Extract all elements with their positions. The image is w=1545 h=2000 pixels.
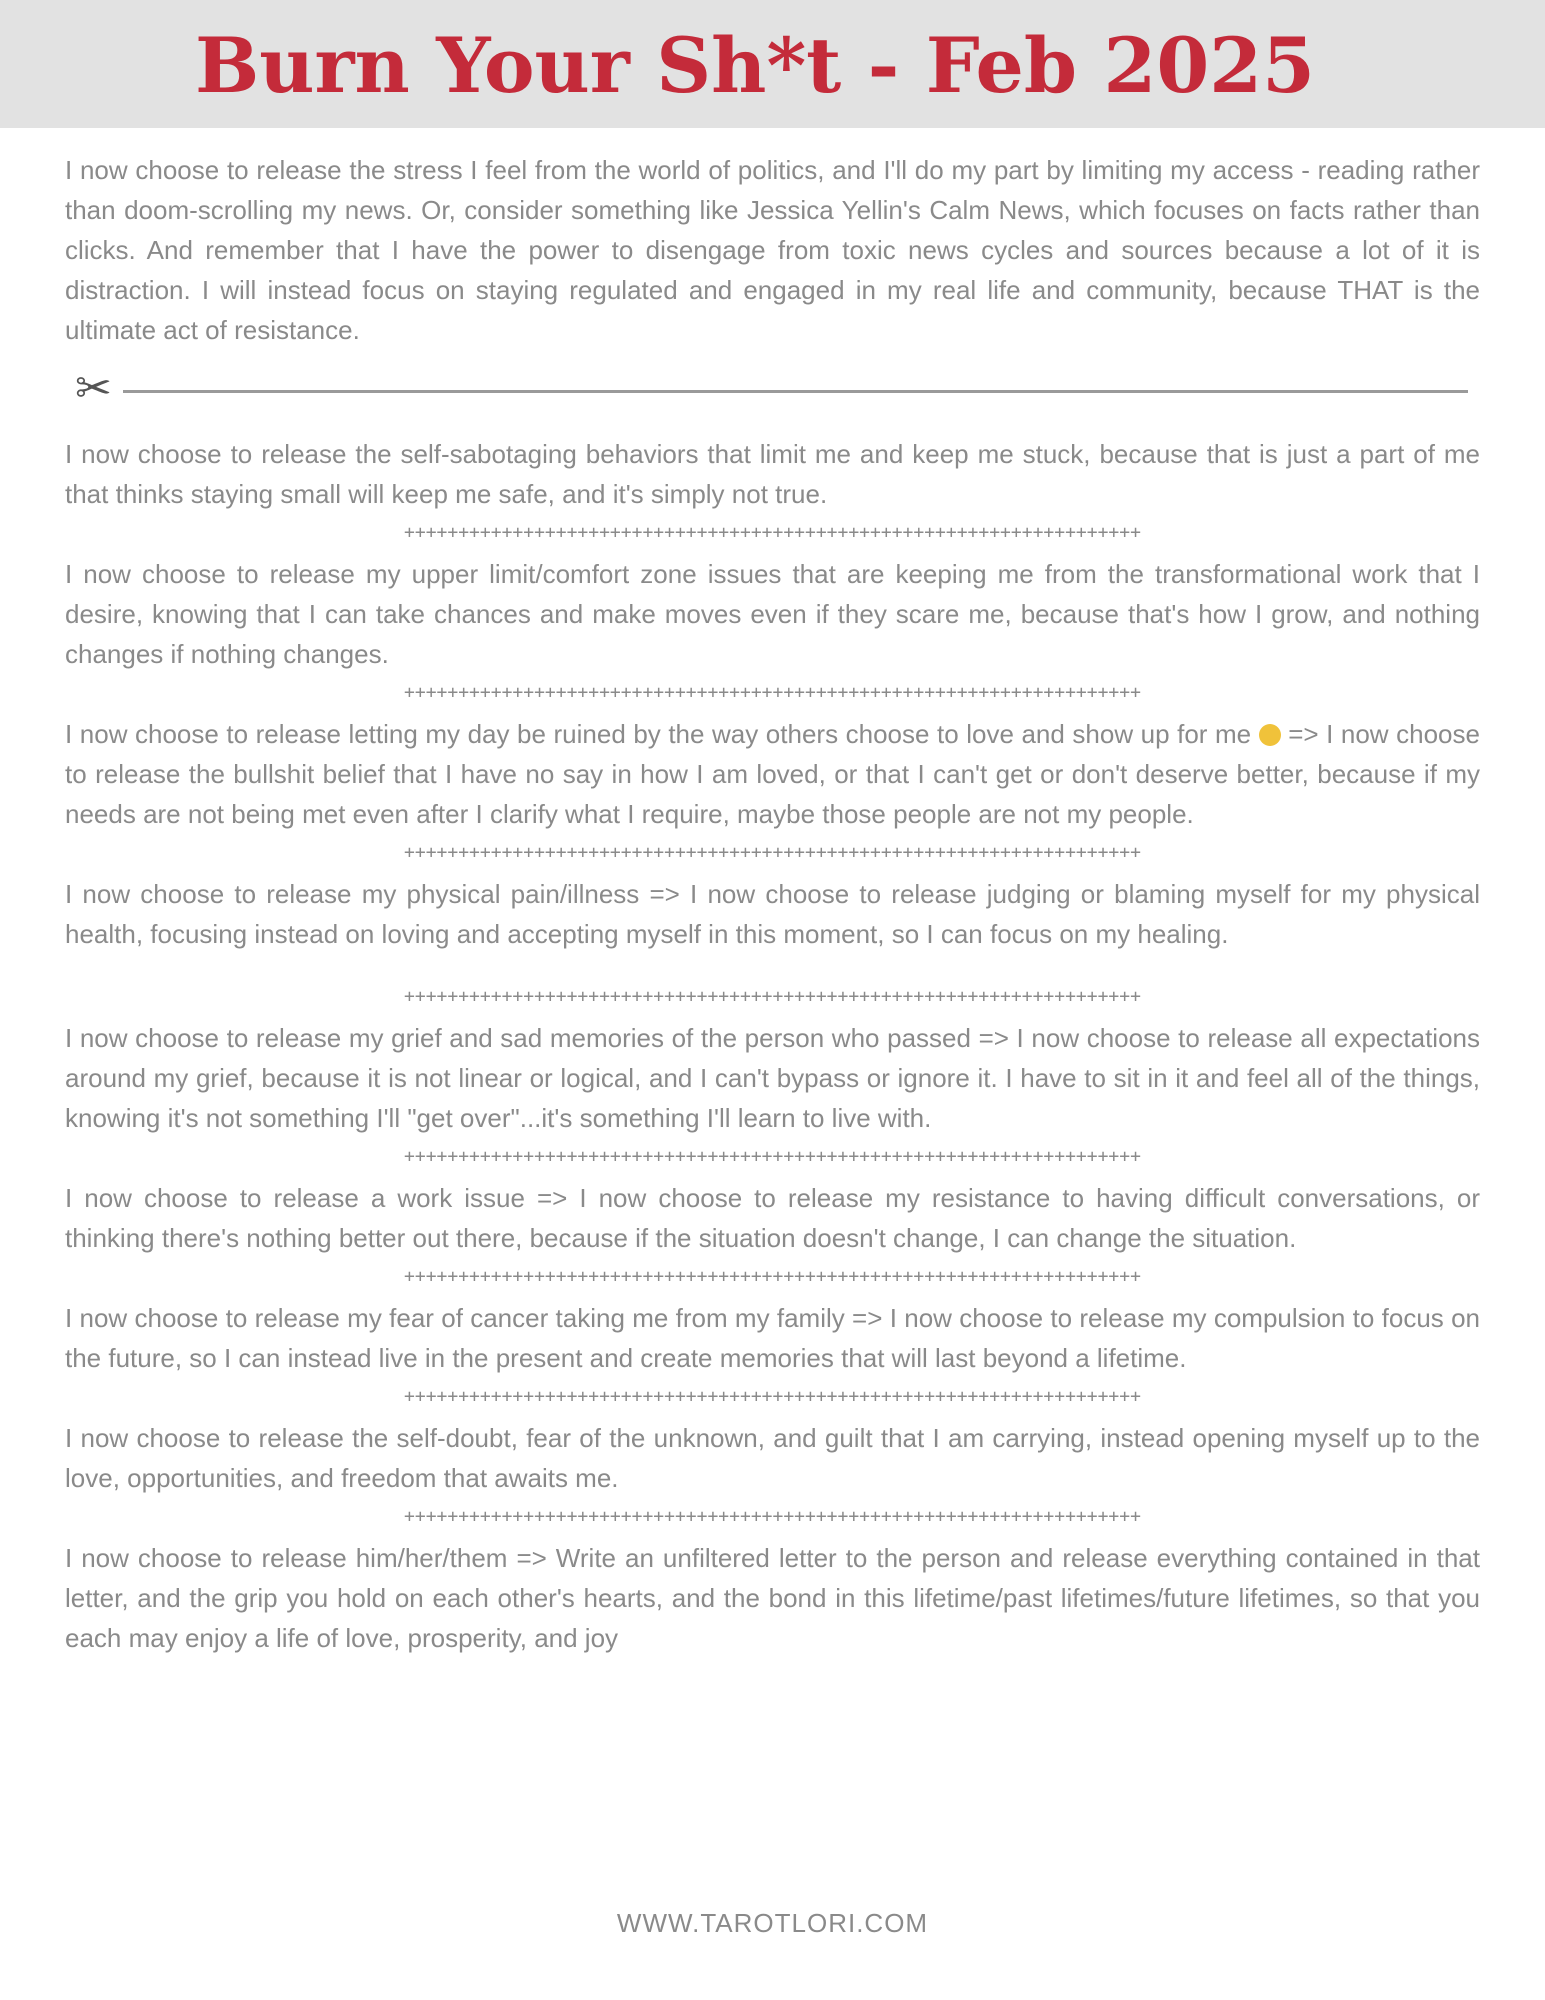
release-statement-fear-of-cancer: I now choose to release my fear of cancer taking me from my family => I now choose to release my compulsion to focus on the future, so I can instead live in the present and create memories that will last beyond a lifetime. xyxy=(65,1303,1480,1373)
plus-separator: ++++++++++++++++++++++++++++++++++++++++++++++++++++++++++++++++++++ xyxy=(404,682,1141,703)
plus-separator: ++++++++++++++++++++++++++++++++++++++++++++++++++++++++++++++++++++ xyxy=(404,842,1141,863)
plus-separator: ++++++++++++++++++++++++++++++++++++++++++++++++++++++++++++++++++++ xyxy=(404,1386,1141,1407)
plus-separator: ++++++++++++++++++++++++++++++++++++++++++++++++++++++++++++++++++++ xyxy=(404,1266,1141,1287)
plus-separator: ++++++++++++++++++++++++++++++++++++++++++++++++++++++++++++++++++++ xyxy=(404,1506,1141,1527)
release-statement-grief: I now choose to release my grief and sad memories of the person who passed => I now choose to release all expectations around my grief, because it is not linear or logical, and I can't bypass or ignore it. I have to sit in it and feel all of the things, knowing it's not something I'll "get over"...it's something I'll learn to live with. xyxy=(65,1023,1480,1133)
plus-separator: ++++++++++++++++++++++++++++++++++++++++++++++++++++++++++++++++++++ xyxy=(404,1146,1141,1167)
plus-separator: ++++++++++++++++++++++++++++++++++++++++++++++++++++++++++++++++++++ xyxy=(404,986,1141,1007)
release-statement-upper-limit: I now choose to release my upper limit/comfort zone issues that are keeping me from the transformational work that I desire, knowing that I can take chances and make moves even if they scare me, because that's how I grow, and nothing changes if nothing changes. xyxy=(65,559,1480,669)
cut-line xyxy=(65,356,1480,426)
release-statement-politics: I now choose to release the stress I feel from the world of politics, and I'll do my part by limiting my access - reading rather than doom-scrolling my news. Or, consider something like Jessica Yellin's Calm News, which focuses on facts rather than clicks. And remember that I have the power to disengage from toxic news cycles and sources because a lot of it is distraction. I will instead focus on staying regulated and engaged in my real life and community, because THAT is the ultimate act of resistance. xyxy=(65,155,1480,345)
release-statement-self-sabotage: I now choose to release the self-sabotaging behaviors that limit me and keep me stuck, because that is just a part of me that thinks staying small will keep me safe, and it's simply not true. xyxy=(65,439,1480,509)
plus-separator: ++++++++++++++++++++++++++++++++++++++++++++++++++++++++++++++++++++ xyxy=(404,522,1141,543)
smiley-emoji-icon xyxy=(1259,724,1281,746)
release-list xyxy=(65,150,1480,1658)
release-statement-self-doubt: I now choose to release the self-doubt, fear of the unknown, and guilt that I am carrying, instead opening myself up to the love, opportunities, and freedom that awaits me. xyxy=(65,1423,1480,1493)
title-banner xyxy=(0,0,1545,128)
release-statement-love-part-2: => I now choose to release the bullshit belief that I have no say in how I am loved, or that I can't get or don't deserve better, because if my needs are not being met even after I clarify what I require, maybe those people are not my people. xyxy=(65,719,1480,829)
release-statement-physical-pain: I now choose to release my physical pain/illness => I now choose to release judging or blaming myself for my physical health, focusing instead on loving and accepting myself in this moment, so I can focus on my healing. xyxy=(65,879,1480,949)
release-statement-person: I now choose to release him/her/them => Write an unfiltered letter to the person and release everything contained in that letter, and the grip you hold on each other's hearts, and the bond in this lifetime/past lifetimes/future lifetimes, so that you each may enjoy a life of love, prosperity, and joy xyxy=(65,1543,1480,1653)
release-statement-love-part-1: I now choose to release letting my day be ruined by the way others choose to love and show up for me xyxy=(65,719,1252,749)
release-statement-work: I now choose to release a work issue => I now choose to release my resistance to having difficult conversations, or thinking there's nothing better out there, because if the situation doesn't change, I can change the situation. xyxy=(65,1183,1480,1253)
cut-line-rule xyxy=(123,390,1468,393)
page-title: Burn Your Sh*t - Feb 2025 xyxy=(194,21,1316,110)
release-statement-love xyxy=(65,714,1480,834)
scissors-icon: ✂ xyxy=(75,363,112,414)
footer-website-link[interactable]: WWW.TAROTLORI.COM xyxy=(616,1908,929,1938)
